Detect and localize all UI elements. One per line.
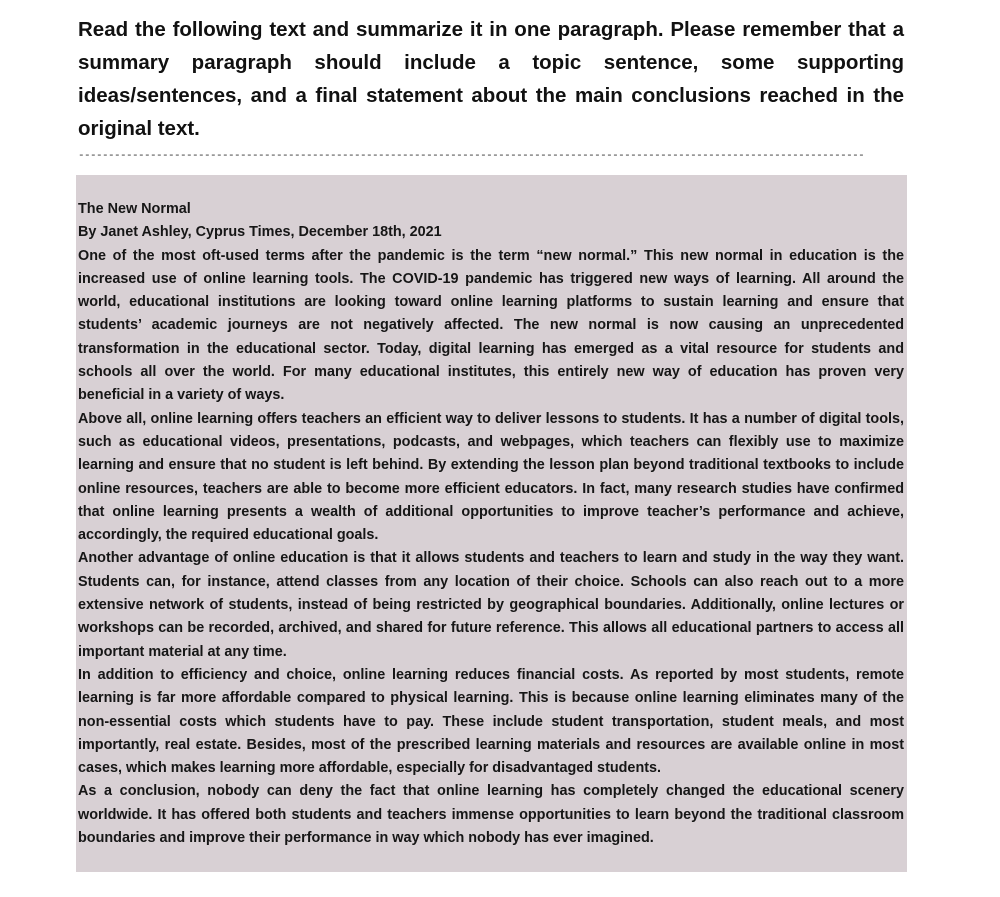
article-title: The New Normal xyxy=(78,201,191,217)
dashed-separator: ----------------------------------------------------------------------------------------------------------------------------------- xyxy=(78,150,865,162)
article-box xyxy=(76,175,907,872)
article-paragraph: As a conclusion, nobody can deny the fact that online learning has completely changed the educational scenery worldwide. It has offered both students and teachers immense opportunities to learn beyond the traditional classroom boundaries and improve their performance in way which nobody has ever imagined. xyxy=(78,783,904,847)
article-paragraph: Above all, online learning offers teachers an efficient way to deliver lessons to students. It has a number of digital tools, such as educational videos, presentations, podcasts, and webpages, which teachers can flexibly use to maximize learning and ensure that no student is left behind. By extending the lesson plan beyond traditional textbooks to include online resources, teachers are able to become more efficient educators. In fact, many research studies have confirmed that online learning presents a wealth of additional opportunities to improve teacher’s performance and achieve, accordingly, the required educational goals. xyxy=(78,410,904,544)
article-byline: By Janet Ashley, Cyprus Times, December 18th, 2021 xyxy=(78,224,442,241)
article-paragraph: In addition to efficiency and choice, online learning reduces financial costs. As reported by most students, remote learning is far more affordable compared to physical learning. This is because online learning eliminates many of the non-essential costs which students have to pay. These include student transportation, student meals, and most importantly, real estate. Besides, most of the prescribed learning materials and resources are available online in most cases, which makes learning more affordable, especially for disadvantaged students. xyxy=(78,666,904,777)
instructions-text: Read the following text and summarize it in one paragraph. Please remember that a summary paragraph should include a topic sentence, some supporting ideas/sentences, and a final statement about the main conclusions reached in the original text. xyxy=(78,18,904,140)
article-paragraph: One of the most oft-used terms after the pandemic is the term “new normal.” This new normal in education is the increased use of online learning tools. The COVID-19 pandemic has triggered new ways of learning. All around the world, educational institutions are looking toward online learning platforms to sustain learning and ensure that students’ academic journeys are not negatively affected. The new normal is now causing an unprecedented transformation in the educational sector. Today, digital learning has emerged as a vital resource for students and schools all over the world. For many educational institutes, this entirely new way of education has proven very beneficial in a variety of ways. xyxy=(78,247,904,404)
article-paragraph: Another advantage of online education is that it allows students and teachers to learn and study in the way they want. Students can, for instance, attend classes from any location of their choice. Schools can also reach out to a more extensive network of students, instead of being restricted by geographical boundaries. Additionally, online lectures or workshops can be recorded, archived, and shared for future reference. This allows all educational partners to access all important material at any time. xyxy=(78,550,904,660)
